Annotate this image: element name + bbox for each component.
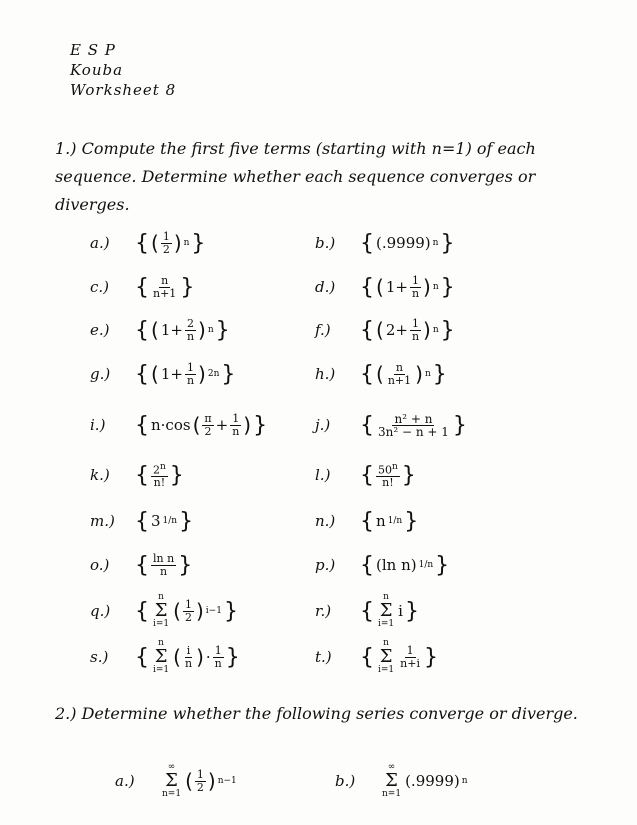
item-c — [90, 270, 194, 304]
item-label: d.) — [315, 278, 336, 296]
item-p — [315, 548, 449, 582]
item-t — [315, 640, 438, 674]
item-expression: { ( $\frac{1}{2}$ ) n } — [135, 229, 206, 256]
item-expression: { (.9999) n } — [360, 230, 455, 256]
item-f — [315, 313, 455, 347]
worksheet-header — [70, 40, 176, 100]
item-d — [315, 270, 455, 304]
item-l — [315, 458, 416, 492]
item-expression: { $\frac{\text{n² + n}}{\text{3n² − n + 1}}$ } — [360, 411, 467, 439]
series-label: a.) — [115, 772, 135, 790]
item-label: e.) — [90, 321, 110, 339]
item-label: i.) — [90, 416, 106, 434]
item-expression: { $\frac{n}{n+1}$ } — [135, 273, 195, 300]
item-n — [315, 504, 418, 538]
item-h — [315, 357, 447, 391]
item-s — [90, 640, 240, 674]
item-expression: { n Σ i=1 ( $\frac{i}{n}$ ) · $\frac{1}{n}$ } — [135, 638, 240, 675]
series-expression: ∞ Σ n=1 (.9999) n — [382, 762, 468, 799]
series-label: b.) — [335, 772, 356, 790]
item-label: a.) — [90, 234, 110, 252]
problem-2-instructions: 2.) Determine whether the following series converge or diverge. — [55, 704, 578, 723]
header-line-instructor: Kouba — [70, 61, 124, 79]
item-expression: { ( 2+ $\frac{1}{n}$ ) n } — [360, 316, 455, 343]
item-label: l.) — [315, 466, 331, 484]
item-expression: { $\frac{50^n}{n!}$ } — [360, 461, 416, 490]
item-label: j.) — [315, 416, 331, 434]
item-label: r.) — [315, 602, 332, 620]
problem-1-instructions: 1.) Compute the first five terms (starting with n=1) of each sequence. Determine whether each sequence converges or diverges. — [55, 139, 536, 214]
item-expression: { 3 1/n } — [135, 508, 194, 534]
item-k — [90, 458, 184, 492]
item-expression: { n Σ i=1 ( $\frac{1}{2}$ ) i−1 } — [135, 592, 238, 629]
item-j — [315, 408, 467, 442]
item-r — [315, 594, 419, 628]
item-o — [90, 548, 192, 582]
item-q — [90, 594, 238, 628]
item-label: f.) — [315, 321, 331, 339]
item-expression: { ( 1+ $\frac{1}{n}$ ) 2n } — [135, 360, 236, 387]
item-label: k.) — [90, 466, 110, 484]
item-label: g.) — [90, 365, 111, 383]
item-m — [90, 504, 193, 538]
series-a — [115, 758, 237, 804]
item-expression: { n Σ i=1 i } — [360, 592, 419, 629]
item-e — [90, 313, 230, 347]
item-label: t.) — [315, 648, 332, 666]
item-expression: { ( 1+ $\frac{1}{n}$ ) n } — [360, 273, 455, 300]
header-line-title: Worksheet 8 — [70, 81, 177, 99]
series-b — [335, 758, 468, 804]
series-expression: ∞ Σ n=1 ( $\frac{1}{2}$ ) n−1 — [162, 762, 237, 799]
item-label: m.) — [90, 512, 115, 530]
item-label: s.) — [90, 648, 109, 666]
item-expression: { $\frac{\text{ln n}}{n}$ } — [135, 551, 193, 578]
item-i — [90, 408, 267, 442]
item-a — [90, 226, 205, 260]
item-expression: { n·cos ( $\frac{\pi}{2}$ + $\frac{1}{n}$ ) } — [135, 411, 268, 438]
item-label: h.) — [315, 365, 336, 383]
item-label: q.) — [90, 602, 111, 620]
item-expression: { n 1/n } — [360, 508, 419, 534]
header-line-course: E S P — [70, 41, 116, 59]
item-b — [315, 226, 454, 260]
item-expression: { n Σ i=1 $\frac{1}{n+i}$ } — [360, 638, 438, 675]
item-label: b.) — [315, 234, 336, 252]
item-label: n.) — [315, 512, 336, 530]
item-expression: { ( 1+ $\frac{2}{n}$ ) n } — [135, 316, 230, 343]
item-label: c.) — [90, 278, 110, 296]
item-expression: { (ln n) 1/n } — [360, 552, 450, 578]
item-expression: { ( $\frac{n}{n+1}$ ) n } — [360, 360, 447, 387]
item-label: p.) — [315, 556, 336, 574]
item-expression: { $\frac{2^n}{n!}$ } — [135, 461, 184, 490]
item-g — [90, 357, 235, 391]
item-label: o.) — [90, 556, 110, 574]
